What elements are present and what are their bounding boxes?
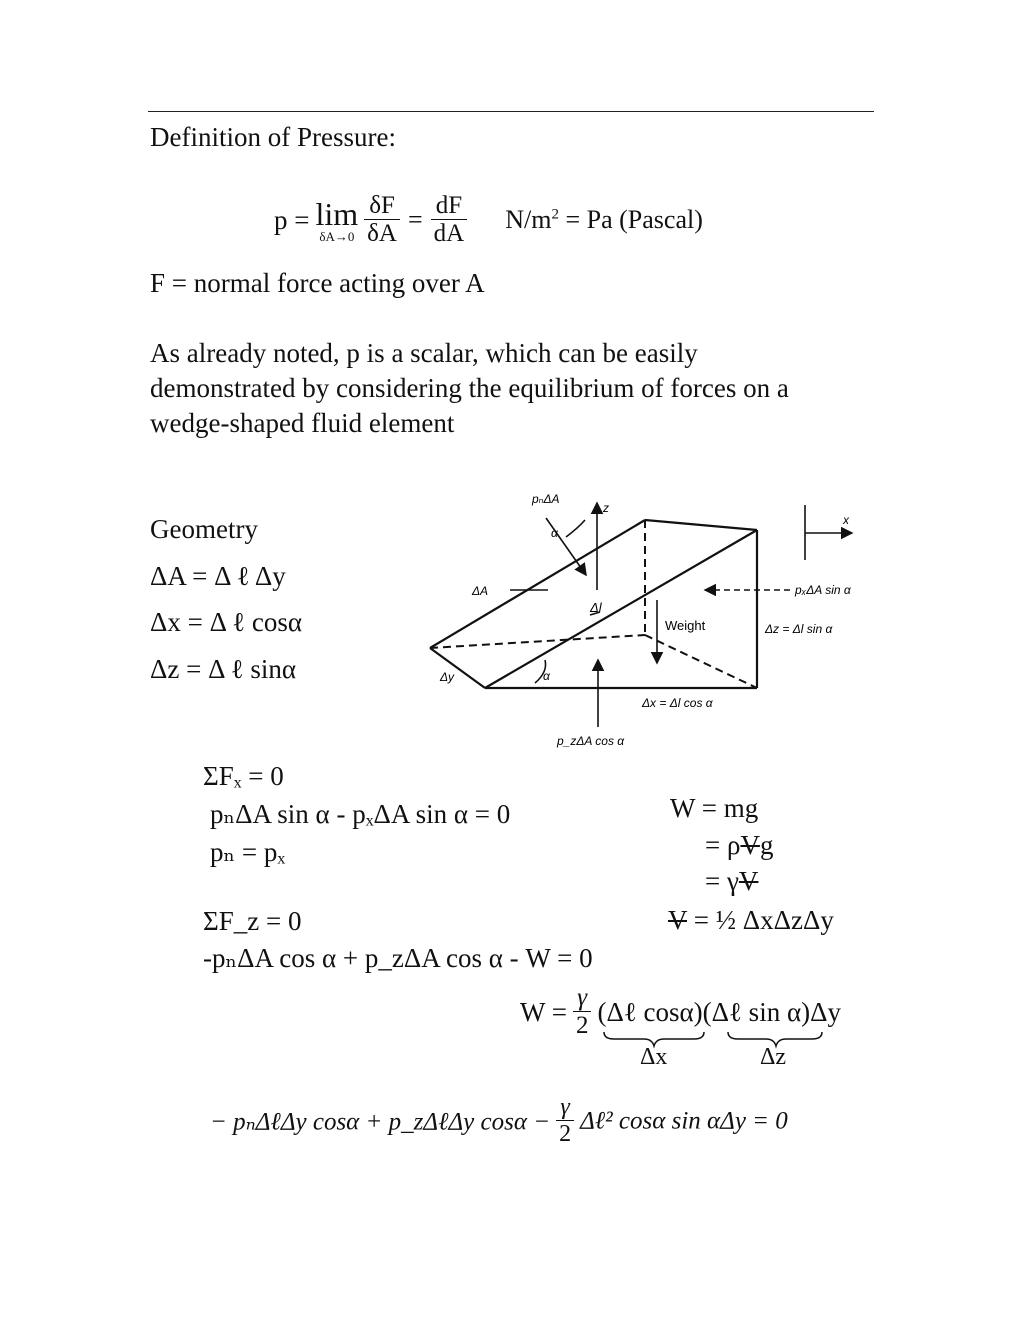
- w-body: (Δℓ cosα)(Δℓ sin α)Δy: [597, 996, 841, 1027]
- units-pre: N/m: [505, 205, 552, 235]
- w-lhs: W =: [520, 996, 567, 1027]
- weight-rho: [705, 830, 773, 861]
- frac-num: δF: [364, 193, 400, 220]
- units-post: = Pa (Pascal): [558, 205, 703, 235]
- equals: =: [408, 205, 423, 235]
- frac-den: dA: [433, 220, 465, 248]
- g-suffix: g: [759, 830, 774, 860]
- fz-equation: -pₙΔA cos α + p_zΔA cos α - W = 0: [203, 943, 593, 973]
- label-weight: Weight: [665, 618, 706, 633]
- fraction-dF-dA-partial: [364, 193, 400, 248]
- geometry-dx: Δx = Δ ℓ cosα: [150, 607, 303, 637]
- volume-symbol: V: [738, 866, 759, 896]
- label-dy: Δy: [440, 670, 455, 684]
- lim-text: lim: [315, 195, 359, 232]
- frac-num: γ: [556, 1095, 574, 1121]
- label-dl: Δl: [590, 600, 602, 615]
- label-pz: p_zΔA cos α: [557, 734, 625, 748]
- sum-fz: ΣF_z = 0: [203, 906, 302, 936]
- label-px: pₓΔA sin α: [795, 583, 851, 597]
- brace-label-dz: Δz: [760, 1044, 787, 1070]
- frac-den: 2: [575, 1012, 589, 1040]
- paragraph-line-1: As already noted, p is a scalar, which can be easily: [150, 338, 698, 368]
- arrows: [510, 503, 852, 727]
- volume-expression: [668, 905, 834, 936]
- label-z: z: [603, 501, 609, 515]
- frac-num: dF: [431, 193, 468, 220]
- geometry-dz: Δz = Δ ℓ sinα: [150, 654, 297, 684]
- label-alpha-top: α: [551, 526, 558, 540]
- rho-prefix: = ρ: [705, 830, 741, 860]
- pressure-definition: [274, 193, 703, 263]
- volume-symbol: V: [740, 830, 760, 860]
- force-definition: F = normal force acting over A: [150, 268, 485, 298]
- pn-equals-px: pₙ = pₓ: [210, 837, 286, 867]
- paragraph-line-2: demonstrated by considering the equilibrium of forces on a: [150, 373, 789, 403]
- limit: [315, 195, 359, 244]
- brace-label-dx: Δx: [640, 1044, 668, 1070]
- heading: Definition of Pressure:: [150, 122, 396, 152]
- volume-symbol: V: [668, 905, 688, 935]
- paragraph-line-3: wedge-shaped fluid element: [150, 408, 455, 438]
- label-dz: Δz = Δl sin α: [765, 622, 833, 636]
- fraction-dF-dA: [431, 193, 468, 248]
- frac-den: δA: [367, 220, 397, 248]
- weight-gamma: [705, 866, 758, 897]
- units-exp: 2: [551, 206, 559, 223]
- label-alpha-bottom: α: [543, 669, 550, 683]
- weight-mg: W = mg: [670, 793, 759, 823]
- units: [505, 205, 703, 234]
- gamma-over-2-final: [556, 1095, 574, 1148]
- p-lhs: p =: [274, 204, 310, 235]
- final-part1: − pₙΔℓΔy cosα + p_zΔℓΔy cosα −: [210, 1108, 551, 1136]
- label-pn: pₙΔA: [532, 492, 560, 506]
- label-dA: ΔA: [472, 584, 489, 598]
- label-dx: Δx = Δl cos α: [642, 696, 713, 710]
- gamma-prefix: = γ: [705, 866, 739, 896]
- geometry-title: Geometry: [150, 514, 258, 544]
- final-part2: Δℓ² cosα sin αΔy = 0: [580, 1107, 788, 1135]
- geometry-dA: ΔA = Δ ℓ Δy: [150, 561, 286, 591]
- lim-sub: δA→0: [319, 228, 355, 244]
- frac-num: γ: [573, 985, 592, 1012]
- frac-den: 2: [559, 1121, 572, 1148]
- final-equation: [210, 1095, 788, 1165]
- wedge-figure: [420, 490, 890, 755]
- top-rule: [148, 111, 874, 112]
- sum-fx: ΣFₓ = 0: [203, 761, 284, 791]
- volume-rhs: = ½ ΔxΔzΔy: [687, 905, 834, 935]
- gamma-over-2: [573, 985, 592, 1040]
- underbraces: [600, 1030, 830, 1050]
- fx-equation: pₙΔA sin α - pₓΔA sin α = 0: [210, 799, 511, 829]
- label-x: x: [843, 513, 849, 527]
